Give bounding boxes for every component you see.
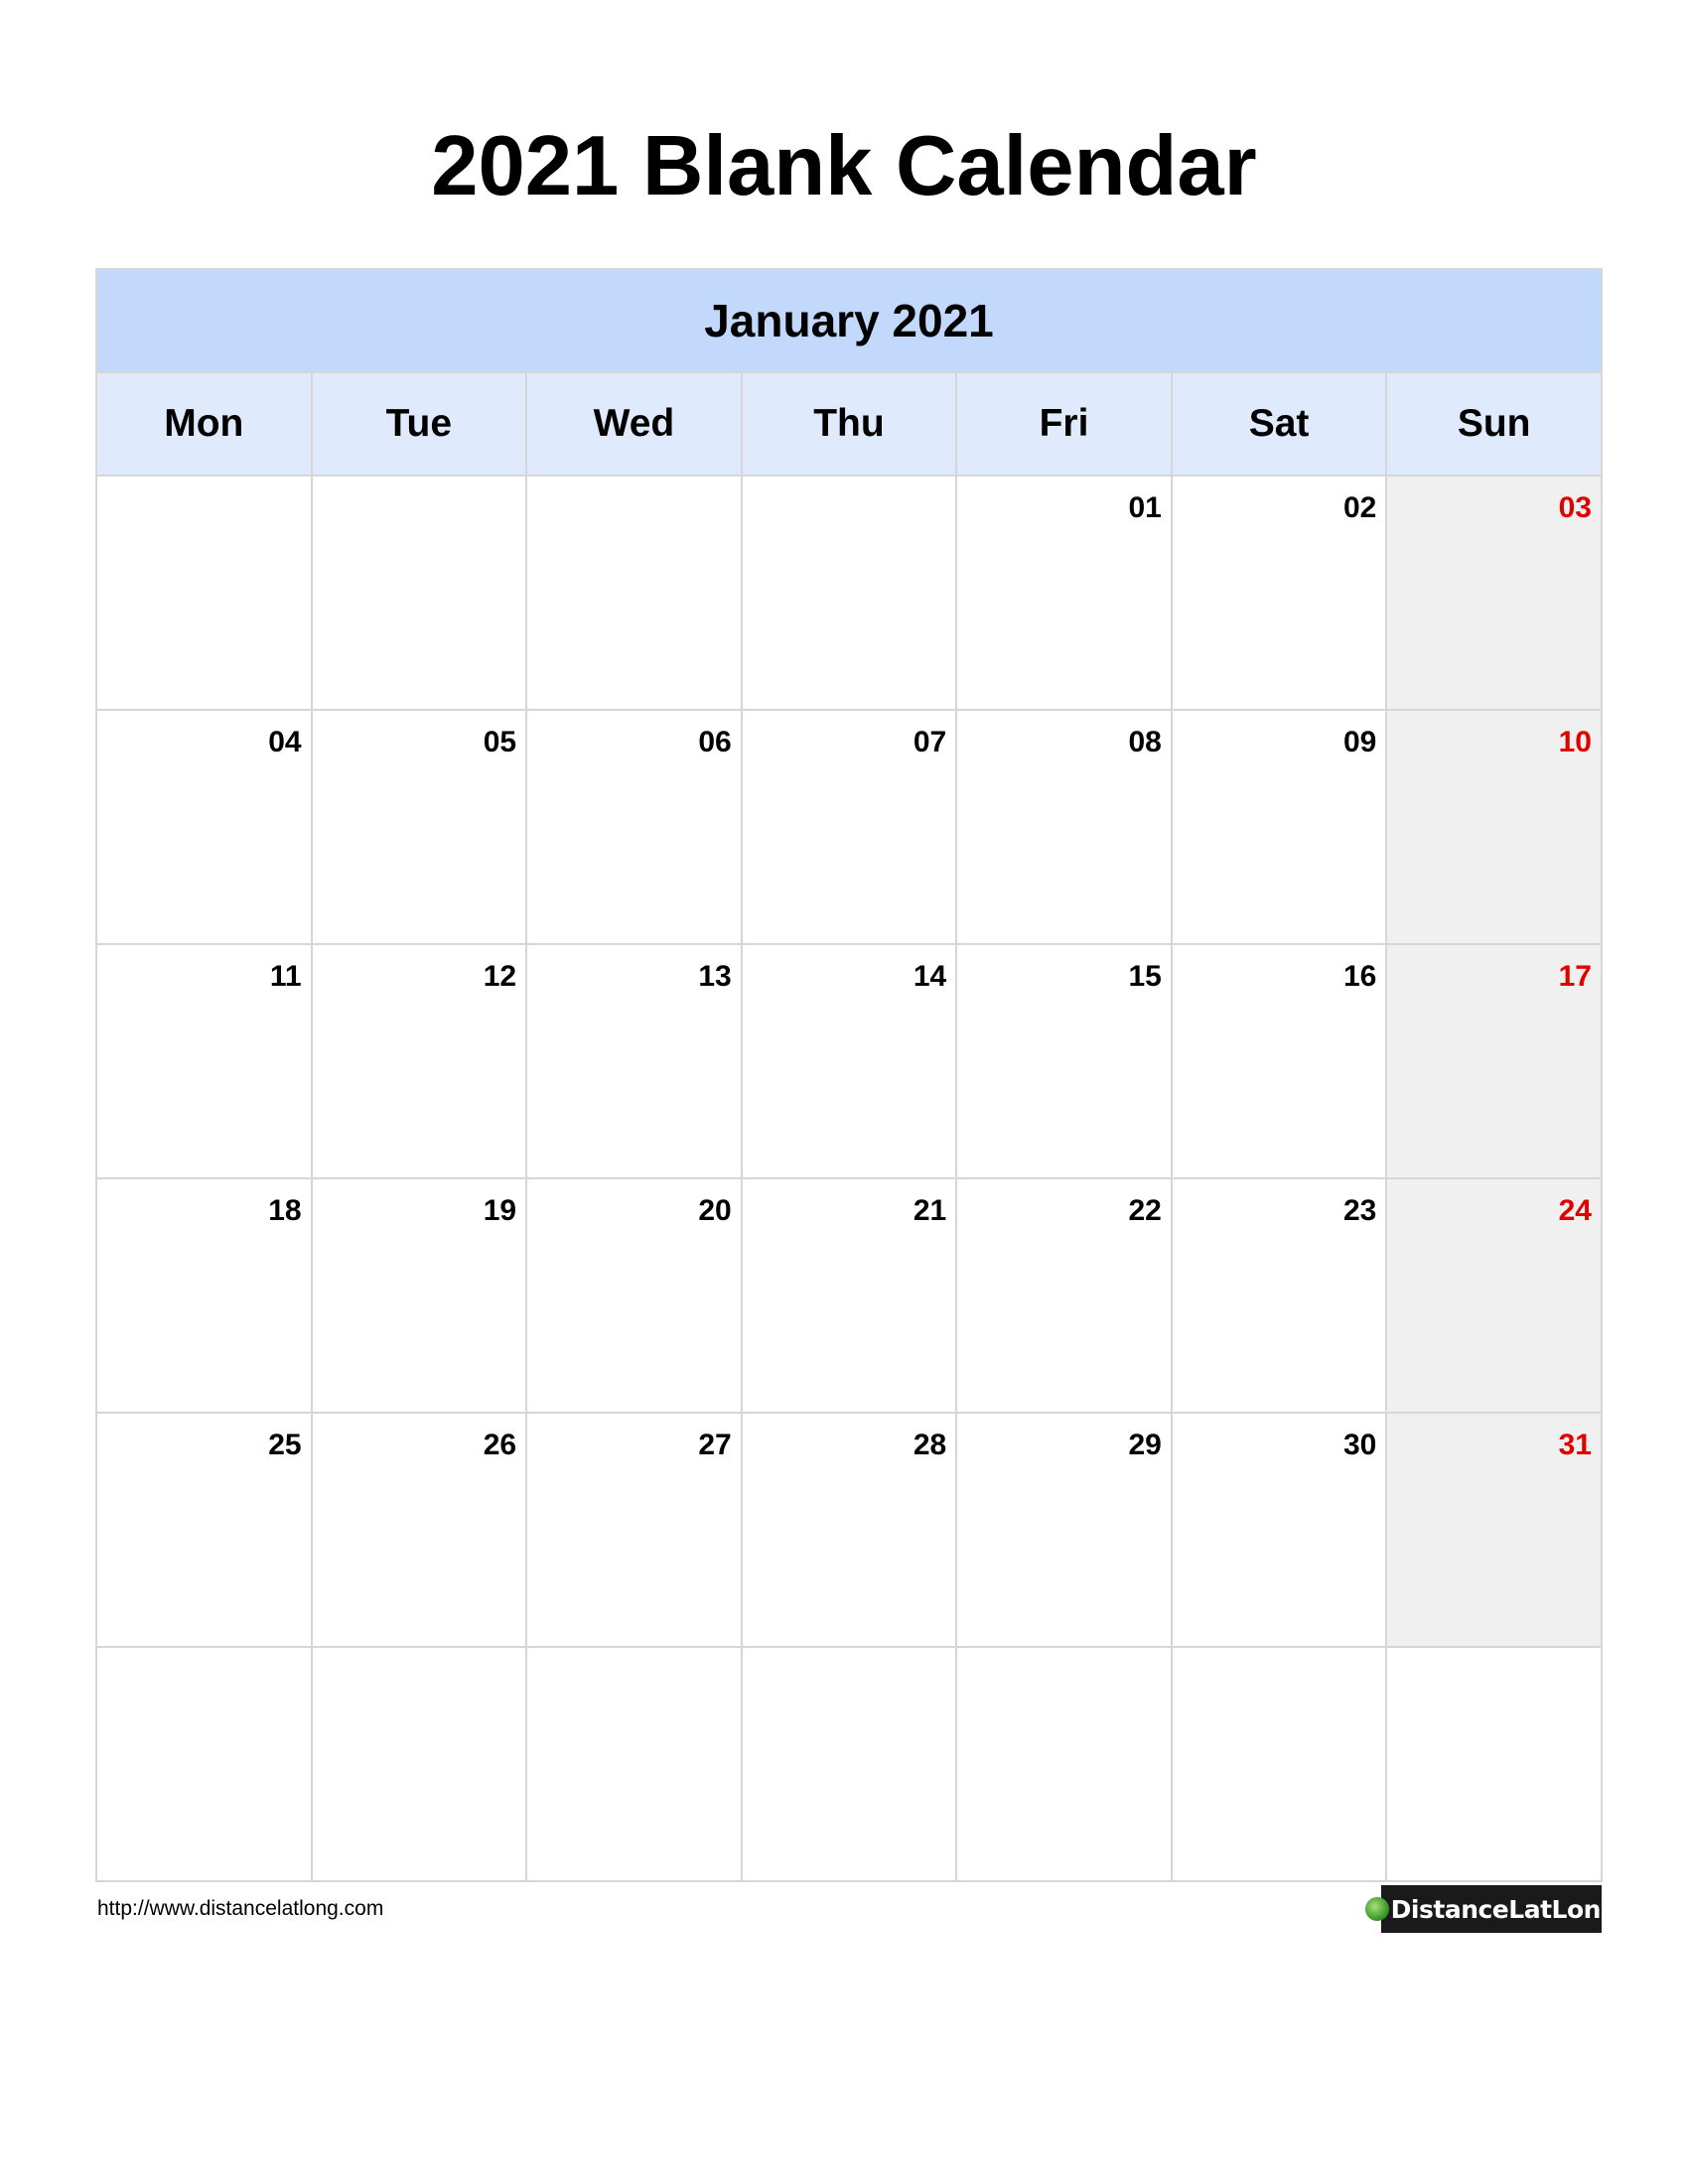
day-number: 08 bbox=[1128, 726, 1162, 758]
day-number: 25 bbox=[268, 1429, 302, 1461]
day-number: 16 bbox=[1343, 960, 1377, 993]
day-cell bbox=[312, 476, 527, 710]
sunday-day-number: 31 bbox=[1558, 1429, 1592, 1461]
weekday-tue: Tue bbox=[312, 372, 527, 476]
day-cell bbox=[526, 1647, 742, 1881]
day-cell bbox=[1386, 710, 1602, 944]
day-number: 04 bbox=[268, 726, 302, 758]
day-number bbox=[313, 1648, 526, 1662]
day-number bbox=[97, 477, 311, 490]
weekday-sat: Sat bbox=[1172, 372, 1387, 476]
day-number: 27 bbox=[698, 1429, 732, 1461]
day-cell bbox=[526, 476, 742, 710]
day-number: 30 bbox=[1343, 1429, 1377, 1461]
day-cell bbox=[1386, 476, 1602, 710]
day-cell bbox=[312, 1647, 527, 1881]
day-number bbox=[97, 1648, 311, 1662]
day-cell bbox=[742, 710, 957, 944]
month-label: January 2021 bbox=[96, 269, 1602, 372]
day-number bbox=[957, 1648, 1171, 1662]
week-row bbox=[96, 476, 1602, 710]
day-cell bbox=[1172, 1178, 1387, 1413]
day-cell bbox=[96, 476, 312, 710]
day-cell bbox=[96, 944, 312, 1178]
day-cell bbox=[956, 710, 1172, 944]
week-row bbox=[96, 710, 1602, 944]
day-cell bbox=[1172, 476, 1387, 710]
day-number: 13 bbox=[698, 960, 732, 993]
day-cell bbox=[312, 1178, 527, 1413]
page-title: 2021 Blank Calendar bbox=[431, 119, 1257, 213]
sunday-day-number: 10 bbox=[1558, 726, 1592, 758]
day-number: 26 bbox=[483, 1429, 517, 1461]
week-row bbox=[96, 1413, 1602, 1647]
sunday-day-number bbox=[1387, 1648, 1601, 1662]
day-cell bbox=[742, 944, 957, 1178]
brand-logo bbox=[1381, 1885, 1618, 1933]
calendar-body bbox=[96, 476, 1602, 1881]
day-number bbox=[743, 477, 956, 490]
day-number: 05 bbox=[483, 726, 517, 758]
day-cell bbox=[1172, 1413, 1387, 1647]
day-number bbox=[313, 477, 526, 490]
day-number: 20 bbox=[698, 1194, 732, 1227]
weekday-thu: Thu bbox=[742, 372, 957, 476]
day-number: 22 bbox=[1128, 1194, 1162, 1227]
day-cell bbox=[1386, 1413, 1602, 1647]
day-number: 11 bbox=[269, 960, 302, 993]
day-cell bbox=[742, 1647, 957, 1881]
day-cell bbox=[1386, 944, 1602, 1178]
weekday-fri: Fri bbox=[956, 372, 1172, 476]
day-number: 19 bbox=[483, 1194, 517, 1227]
day-number: 07 bbox=[913, 726, 947, 758]
calendar-grid bbox=[95, 268, 1603, 1882]
day-cell bbox=[1172, 710, 1387, 944]
day-cell bbox=[312, 1413, 527, 1647]
footer-url: http://www.distancelatlong.com bbox=[97, 1897, 384, 1920]
week-row bbox=[96, 1178, 1602, 1413]
day-number bbox=[527, 477, 741, 490]
day-cell bbox=[96, 710, 312, 944]
day-cell bbox=[526, 1178, 742, 1413]
day-number bbox=[1173, 1648, 1386, 1662]
day-number: 12 bbox=[483, 960, 517, 993]
weekday-header-row bbox=[96, 372, 1602, 476]
day-number: 15 bbox=[1128, 960, 1162, 993]
day-cell bbox=[956, 944, 1172, 1178]
logo-text: DistanceLatLong bbox=[1390, 1894, 1618, 1924]
day-cell bbox=[526, 944, 742, 1178]
day-cell bbox=[96, 1413, 312, 1647]
week-row bbox=[96, 944, 1602, 1178]
day-number: 21 bbox=[913, 1194, 947, 1227]
day-number: 28 bbox=[913, 1429, 947, 1461]
weekday-mon: Mon bbox=[96, 372, 312, 476]
weekday-sun: Sun bbox=[1386, 372, 1602, 476]
day-cell bbox=[956, 1647, 1172, 1881]
day-cell bbox=[526, 1413, 742, 1647]
day-cell bbox=[956, 1413, 1172, 1647]
day-cell bbox=[1386, 1178, 1602, 1413]
day-cell bbox=[1386, 1647, 1602, 1881]
day-number: 18 bbox=[268, 1194, 302, 1227]
sunday-day-number: 03 bbox=[1558, 491, 1592, 524]
weekday-wed: Wed bbox=[526, 372, 742, 476]
sunday-day-number: 24 bbox=[1558, 1194, 1592, 1227]
day-cell bbox=[956, 1178, 1172, 1413]
day-cell bbox=[96, 1647, 312, 1881]
day-cell bbox=[742, 476, 957, 710]
day-cell bbox=[1172, 1647, 1387, 1881]
day-number: 29 bbox=[1128, 1429, 1162, 1461]
month-header-row bbox=[96, 269, 1602, 372]
day-cell bbox=[742, 1413, 957, 1647]
day-cell bbox=[526, 710, 742, 944]
day-cell bbox=[96, 1178, 312, 1413]
day-number: 01 bbox=[1128, 491, 1162, 524]
day-cell bbox=[312, 944, 527, 1178]
day-number: 02 bbox=[1343, 491, 1377, 524]
day-cell bbox=[312, 710, 527, 944]
day-number bbox=[743, 1648, 956, 1662]
sunday-day-number: 17 bbox=[1558, 960, 1592, 993]
day-number: 23 bbox=[1343, 1194, 1377, 1227]
day-cell bbox=[742, 1178, 957, 1413]
day-number: 06 bbox=[698, 726, 732, 758]
globe-icon bbox=[1365, 1897, 1389, 1921]
day-number: 09 bbox=[1343, 726, 1377, 758]
day-cell bbox=[956, 476, 1172, 710]
week-row bbox=[96, 1647, 1602, 1881]
day-cell bbox=[1172, 944, 1387, 1178]
day-number: 14 bbox=[913, 960, 947, 993]
day-number bbox=[527, 1648, 741, 1662]
